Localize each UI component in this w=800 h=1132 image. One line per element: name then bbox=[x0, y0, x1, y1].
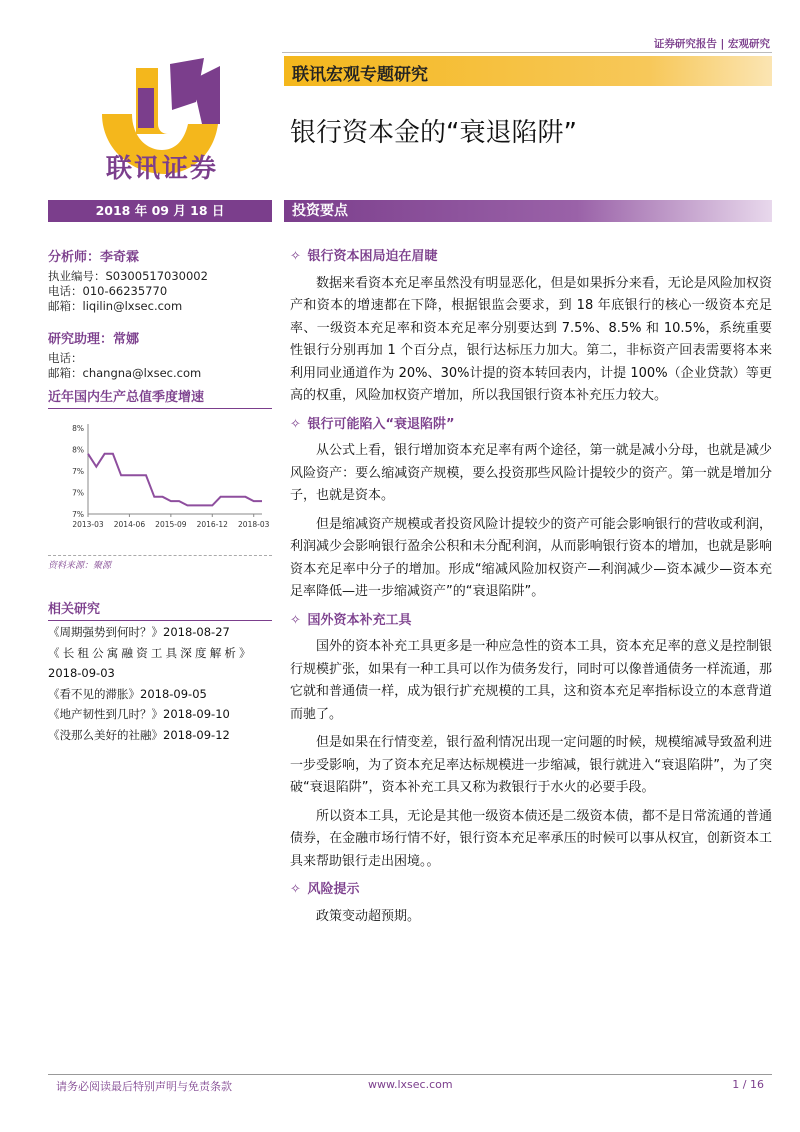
footer-page-number: 1 / 16 bbox=[732, 1078, 764, 1091]
related-heading: 相关研究 bbox=[48, 598, 272, 621]
y-tick-label: 8% bbox=[72, 445, 84, 455]
section-heading: ✧ 国外资本补充工具 bbox=[290, 612, 412, 628]
chart-source: 资料来源：聚源 bbox=[48, 561, 112, 571]
x-tick-label: 2014-06 bbox=[113, 520, 146, 529]
assistant-phone: 电话： bbox=[48, 351, 83, 365]
analyst-phone: 电话：010-66235770 bbox=[48, 284, 168, 298]
section-paragraph: 从公式上看，银行增加资本充足率有两个途径，第一就是减小分母，也就是减少风险资产：要么缩减资产规模，要么投资那些风险计提较少的资产。第一就是增加分子，也就是资本。 bbox=[290, 443, 772, 503]
section-paragraph: 所以资本工具，无论是其他一级资本债还是二级资本债，都不是日常流通的普通债券，在金融市场行情不好，银行资本充足率承压的时候可以事从权宜，创新资本工具来帮助银行走出困境。。 bbox=[290, 808, 772, 869]
footer-website[interactable]: www.lxsec.com bbox=[368, 1078, 453, 1091]
footer-disclaimer: 请务必阅读最后特别声明与免责条款 bbox=[56, 1080, 232, 1093]
diamond-icon: ✧ bbox=[290, 882, 301, 897]
analyst-heading: 分析师：李奇霖 bbox=[48, 250, 140, 265]
x-tick-label: 2015-09 bbox=[155, 520, 187, 529]
analyst-cert: 执业编号：S0300517030002 bbox=[48, 269, 208, 283]
section-paragraph: 但是缩减资产规模或者投资风险计提较少的资产可能会影响银行的营收或利润，利润减少会影响银行盈余公积和未分配利润，从而影响银行资本的增加，也就是影响资本充足率中分子的增加。形成“缩减风险加权资产—利润减少—资本减少—资本充足率降低—进一步缩减资产”的“衰退陷阱”。 bbox=[290, 516, 772, 599]
section-paragraph: 但是如果在行情变差，银行盈利情况出现一定问题的时候，规模缩减导致盈利进一步受影响，为了资本充足率达标规模进一步缩减，银行就进入“衰退陷阱”，为了突破“衰退陷阱”，资本补充工具又称为救银行于水火的必要手段。 bbox=[290, 735, 772, 795]
company-logo-text: 联讯证券 bbox=[105, 154, 218, 184]
x-tick-label: 2016-12 bbox=[196, 520, 228, 529]
related-list bbox=[48, 622, 272, 745]
gdp-chart-svg bbox=[48, 408, 272, 556]
related-item[interactable]: 《地产韧性到几时？》2018-09-10 bbox=[48, 707, 230, 721]
gdp-series-line bbox=[88, 454, 262, 506]
header-rule bbox=[282, 52, 772, 53]
related-item[interactable]: 《没那么美好的社融》2018-09-12 bbox=[48, 727, 230, 742]
x-tick-label: 2018-03 bbox=[238, 520, 270, 529]
main-content bbox=[290, 246, 772, 934]
related-item[interactable]: 《周期强势到何时？》2018-08-27 bbox=[48, 625, 230, 639]
y-tick-label: 7% bbox=[72, 488, 84, 498]
y-tick-label: 7% bbox=[72, 510, 84, 519]
assistant-email[interactable]: 邮箱：changna@lxsec.com bbox=[48, 366, 202, 380]
section-heading: ✧ 银行可能陷入“衰退陷阱” bbox=[290, 416, 455, 432]
analyst-info bbox=[48, 246, 272, 381]
section-paragraph: 国外的资本补充工具更多是一种应急性的资本工具，资本充足率的意义是控制银行规模扩张，如果有一种工具可以作为债务发行，同时可以像普通债务一样流通，那它就和普通债一样，成为银行扩充规模的工具，这和资本充足率指标设立的本意背道而驰了。 bbox=[290, 639, 772, 722]
section-heading: ✧ 风险提示 bbox=[290, 882, 360, 897]
report-category: 证券研究报告 | 宏观研究 bbox=[653, 38, 770, 50]
gdp-chart bbox=[48, 408, 272, 556]
analyst-email[interactable]: 邮箱：liqilin@lxsec.com bbox=[48, 299, 183, 313]
related-item[interactable]: 2018-09-03 bbox=[48, 666, 115, 680]
section-heading: ✧ 银行资本困局迫在眉睫 bbox=[290, 249, 438, 264]
report-date: 2018 年 09 月 18 日 bbox=[48, 200, 272, 222]
section-paragraph: 数据来看资本充足率虽然没有明显恶化，但是如果拆分来看，无论是风险加权资产和资本的增速都在下降，根据银监会要求，到 18 年底银行的核心一级资本充足率、一级资本充足率和资本充足率分别要达到 7.5%、8.5% 和 10.5%，系统重要性银行分别再加 1 个百分点，银行达标压力加大。第二，非标资产回表需要将本来利用同业通道作为 20%、30%计提的资本转回表内，计提 100%（企业贷款）等更高的权重，风险加权资产增加，所以我国银行资本补充压力较大。 bbox=[290, 275, 772, 403]
x-tick-label: 2013-03 bbox=[72, 520, 104, 529]
footer-rule bbox=[48, 1074, 772, 1075]
assistant-heading: 研究助理：常娜 bbox=[48, 332, 140, 347]
chart-title: 近年国内生产总值季度增速 bbox=[48, 386, 272, 409]
series-banner: 联讯宏观专题研究 bbox=[284, 56, 772, 86]
diamond-icon: ✧ bbox=[290, 416, 301, 432]
diamond-icon: ✧ bbox=[290, 249, 301, 264]
related-item[interactable]: 《长租公寓融资工具深度解析》 bbox=[48, 645, 254, 660]
section-paragraph: 政策变动超预期。 bbox=[316, 908, 421, 924]
diamond-icon: ✧ bbox=[290, 612, 301, 628]
y-tick-label: 8% bbox=[72, 424, 84, 433]
related-item[interactable]: 《看不见的滞胀》2018-09-05 bbox=[48, 686, 207, 701]
invest-heading: 投资要点 bbox=[284, 200, 772, 222]
y-tick-label: 7% bbox=[72, 467, 84, 476]
page-title: 银行资本金的“衰退陷阱” bbox=[290, 118, 577, 148]
